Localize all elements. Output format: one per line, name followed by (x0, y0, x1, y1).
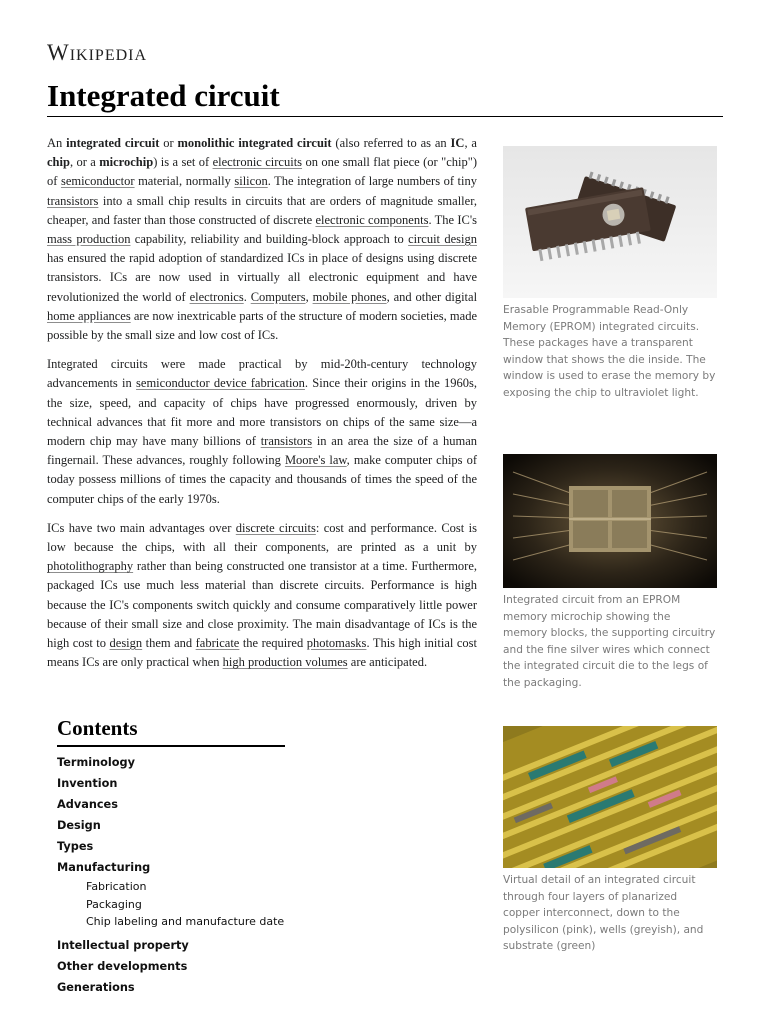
article-link[interactable]: fabricate (195, 636, 240, 651)
text-run: rather than being constructed one transistor at a time. Furthermore, packaged ICs use much less material than discrete circuits. Performance is high because the IC's components switch quickly and consume comparatively little power because of their small size and close proximity. The main disadvantage of ICs is the high cost to (47, 559, 477, 651)
article-body (47, 134, 477, 682)
text-run: . The IC's (428, 212, 477, 227)
figure-caption: Integrated circuit from an EPROM memory microchip showing the memory blocks, the supporting circuitry and the fine silver wires which connect the integrated circuit die to the legs of the packaging. (503, 594, 716, 689)
toc-item-terminology[interactable]: Terminology (57, 756, 135, 769)
text-run: or (159, 136, 178, 150)
text-run: Integrated circuits were made practical by mid-20th-century technology advancements in (47, 357, 477, 391)
text-run: : cost and performance. Cost is low because the chips, with all their components, are printed as a unit by (47, 520, 477, 555)
figure-interconnect (503, 726, 717, 955)
title-divider (47, 116, 723, 117)
text-run: are now inextricable parts of the structure of modern societies, made possible by the small size and low cost of ICs. (47, 308, 477, 343)
text-run: in an area the size of a human fingernail. These advances, roughly following (47, 434, 478, 468)
paragraph-3 (47, 519, 477, 673)
toc-item-intellectual-property[interactable]: Intellectual property (57, 938, 189, 952)
article-link[interactable]: Moore's law (284, 453, 347, 468)
toc-item-invention[interactable]: Invention (57, 777, 118, 790)
article-link[interactable]: electronics (189, 289, 244, 304)
text-run: the required (239, 636, 307, 651)
text-run: material, normally (134, 174, 235, 189)
text-run: , make computer chips of today possess millions of times the capacity and thousands of times the speed of the computer chips of the early 1970s. (47, 453, 477, 506)
bold-term: integrated circuit (66, 136, 160, 150)
text-run: . (243, 289, 251, 304)
interconnect-image[interactable] (503, 726, 717, 868)
figure-eprom-die (503, 454, 717, 691)
table-of-contents (57, 716, 297, 998)
text-run: on one small flat piece (or "chip") of (47, 155, 477, 189)
text-run: , and other digital (386, 289, 478, 304)
text-run: . This high initial cost means ICs are only practical when (47, 636, 477, 670)
article-link[interactable]: discrete circuits (235, 520, 316, 535)
text-run: them and (142, 636, 196, 651)
toc-subitem-packaging[interactable]: Packaging (86, 897, 142, 911)
text-run: ) is a set of (153, 155, 213, 170)
article-link[interactable]: electronic circuits (212, 155, 303, 170)
text-run: , or a (69, 155, 100, 170)
figure-caption: Virtual detail of an integrated circuit through four layers of planarized copper interconnect, down to the polysilicon (pink), wells (greyish), and substrate (green) (503, 874, 704, 952)
text-run: capability, reliability and building-block approach to (130, 232, 409, 247)
article-link[interactable]: circuit design (408, 232, 477, 247)
toc-subitem-fabrication[interactable]: Fabrication (86, 880, 147, 893)
toc-item-generations[interactable]: Generations (57, 980, 135, 994)
figure-eprom (503, 146, 717, 401)
bold-term: microchip (99, 155, 154, 170)
text-run: (also referred to as an (331, 136, 451, 150)
article-link[interactable]: home appliances (47, 308, 131, 323)
eprom-image[interactable] (503, 146, 717, 298)
toc-item-other-developments[interactable]: Other developments (57, 959, 188, 973)
article-link[interactable]: photolithography (47, 559, 134, 574)
toc-list (57, 752, 297, 998)
article-link[interactable]: semiconductor device fabrication (136, 376, 305, 391)
toc-item-advances[interactable]: Advances (57, 798, 118, 811)
text-run: . Since their origins in the 1960s, the size, speed, and capacity of chips have progressed enormously, driven by technical advances that fit more and more transistors on chips of the same size—a modern chip may have many billions of (47, 376, 477, 449)
text-run: , (305, 289, 313, 304)
article-link[interactable]: semiconductor (60, 174, 135, 189)
paragraph-2 (47, 355, 477, 509)
toc-item-manufacturing[interactable]: Manufacturing (57, 861, 151, 874)
bold-term: monolithic integrated circuit (177, 136, 332, 150)
text-run: into a small chip results in circuits that are orders of magnitude smaller, cheaper, and faster than those constructed of discrete (47, 193, 477, 227)
text-run: , a (464, 136, 477, 150)
toc-item-design[interactable]: Design (57, 819, 101, 832)
figure-caption: Erasable Programmable Read-Only Memory (EPROM) integrated circuits. These packages have a transparent window that shows the die inside. The window is used to erase the memory by exposing the chip to ultraviolet light. (503, 304, 716, 399)
text-run: An (47, 136, 67, 150)
article-link[interactable]: silicon (234, 174, 268, 189)
paragraph-1 (47, 134, 477, 345)
wikipedia-wordmark[interactable]: Wikipedia (47, 40, 148, 65)
eprom-die-image[interactable] (503, 454, 717, 588)
article-link[interactable]: transistors (47, 193, 99, 208)
bold-term: IC (450, 136, 465, 150)
page-title: Integrated circuit (47, 78, 280, 113)
toc-subitem-chip-labeling-and-manufacture-date[interactable]: Chip labeling and manufacture date (86, 915, 285, 928)
article-link[interactable]: high production volumes (222, 655, 348, 670)
bold-term: chip (47, 155, 70, 170)
article-link[interactable]: mass production (47, 232, 131, 247)
article-link[interactable]: design (109, 636, 143, 651)
text-run: has ensured the rapid adoption of standardized ICs in place of designs using discrete transistors. ICs are now used in virtually all electronic equipment and have revolutionized the world of (47, 251, 477, 304)
toc-title: Contents (57, 716, 285, 747)
text-run: are anticipated. (347, 655, 428, 670)
article-link[interactable]: mobile phones (312, 289, 387, 304)
article-link[interactable]: electronic components (315, 212, 429, 227)
article-link[interactable]: photomasks (306, 636, 367, 651)
text-run: ICs have two main advantages over (47, 520, 236, 535)
article-link[interactable]: transistors (260, 434, 313, 449)
text-run: . The integration of large numbers of tiny (267, 174, 477, 189)
article-link[interactable]: Computers (250, 289, 306, 304)
toc-item-types[interactable]: Types (57, 840, 94, 853)
